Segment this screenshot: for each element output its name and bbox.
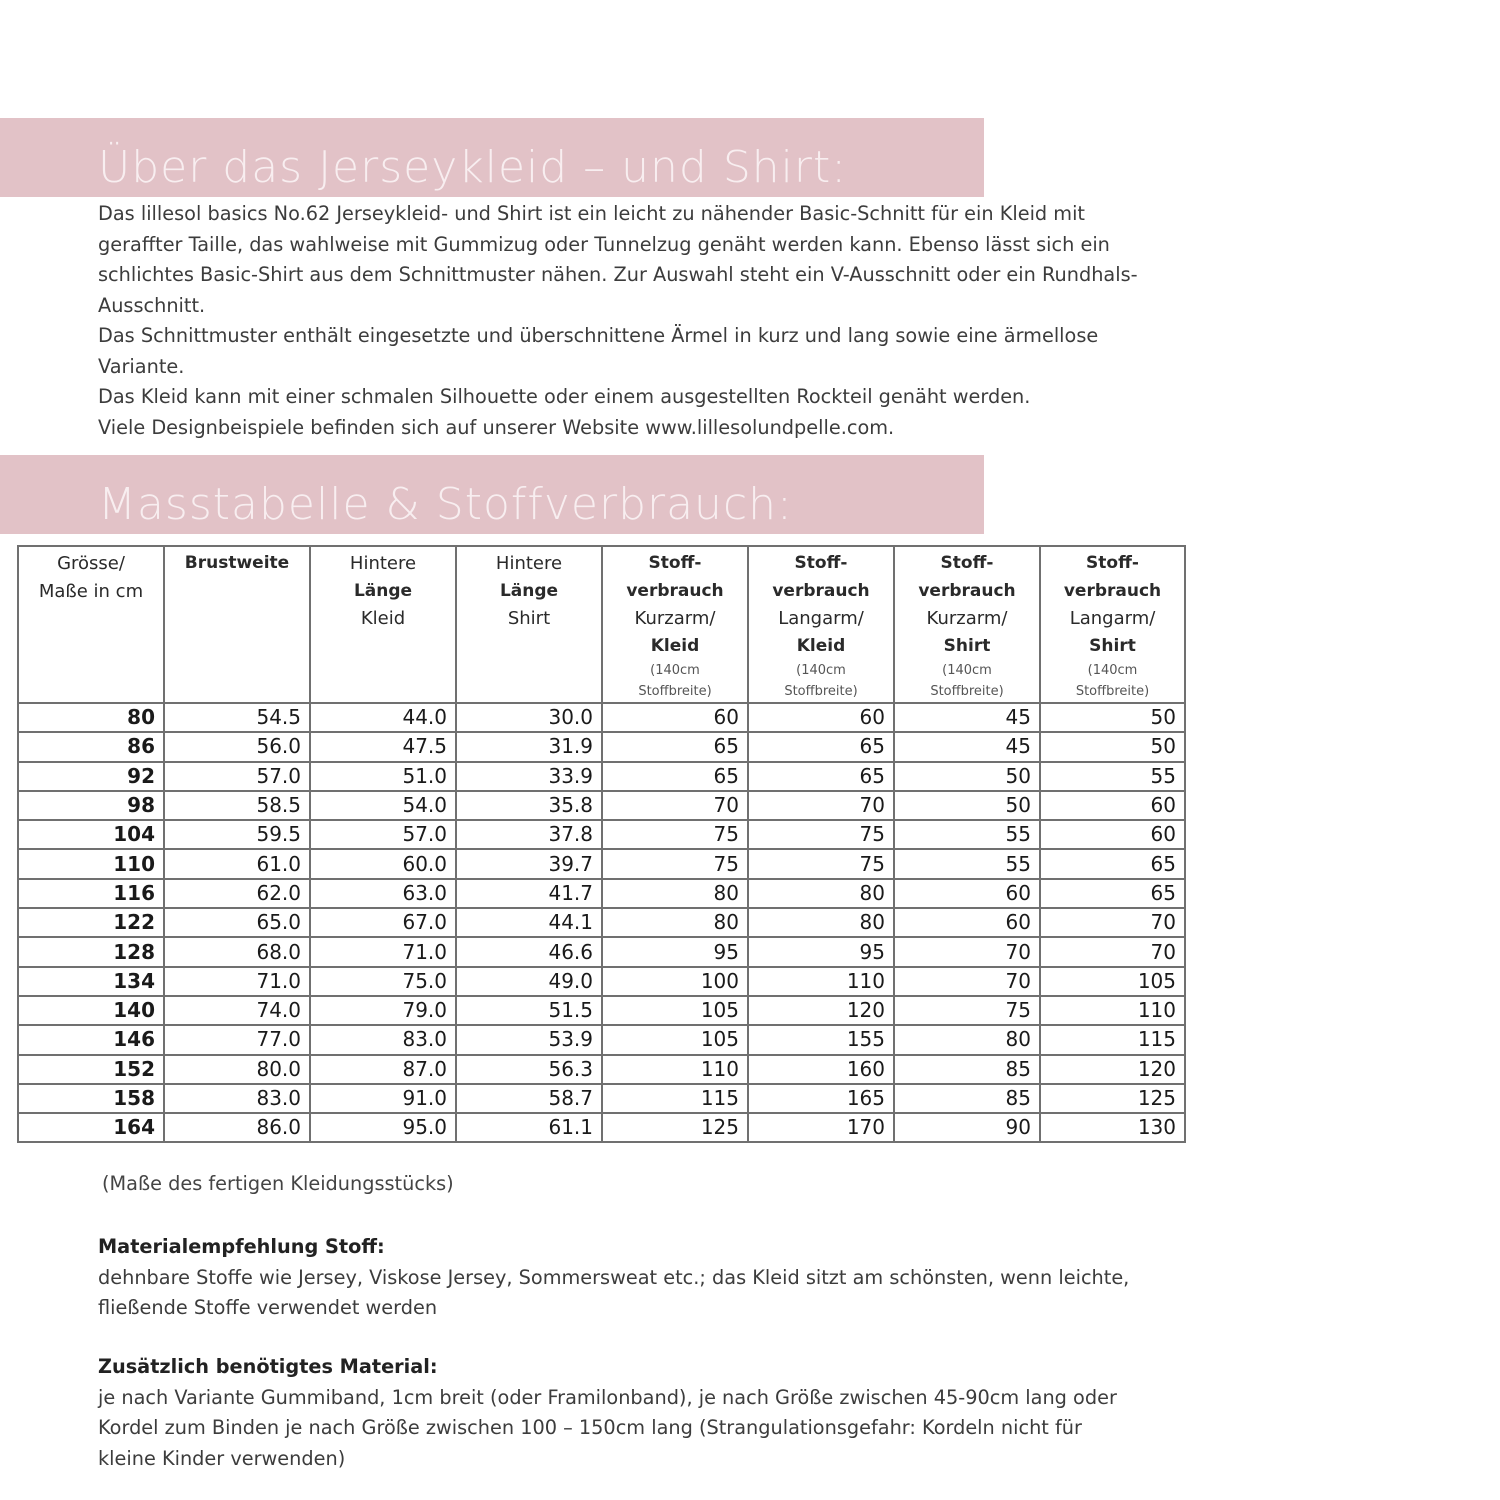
value-cell: 50: [1040, 732, 1185, 761]
value-cell: 50: [1040, 703, 1185, 732]
value-cell: 110: [748, 967, 894, 996]
column-header-line: Stoff-: [940, 553, 994, 573]
column-header-line: Kleid: [360, 608, 406, 629]
value-cell: 120: [748, 996, 894, 1025]
value-cell: 65: [1040, 849, 1185, 878]
value-cell: 155: [748, 1025, 894, 1054]
material-fabric-heading: Materialempfehlung Stoff:: [98, 1235, 385, 1258]
size-cell: 146: [18, 1025, 164, 1054]
value-cell: 60.0: [310, 849, 456, 878]
size-table-body: [18, 703, 1185, 1142]
size-cell: 158: [18, 1084, 164, 1113]
value-cell: 125: [602, 1113, 748, 1142]
column-header-line: Hintere: [349, 553, 417, 574]
value-cell: 65: [602, 762, 748, 791]
material-fabric-text: dehnbare Stoffe wie Jersey, Viskose Jersey, Sommersweat etc.; das Kleid sitzt am schönsten, wenn leichte, fließende Stoffe verwendet werden: [98, 1265, 1130, 1319]
column-header-line: Stoff-: [1086, 553, 1139, 573]
column-header-line: Shirt: [507, 608, 551, 629]
value-cell: 70: [602, 791, 748, 820]
material-extra-text: je nach Variante Gummiband, 1cm breit (oder Framilonband), je nach Größe zwischen 45-90cm lang oder Kordel zum Binden je nach Größe zwischen 100 – 150cm lang (Strangulationsgefahr: Kordeln nicht für kleine Kinder verwenden): [98, 1385, 1117, 1470]
section-title-about: Über das Jerseykleid – und Shirt:: [98, 142, 848, 193]
value-cell: 100: [602, 967, 748, 996]
value-cell: 60: [894, 879, 1040, 908]
value-cell: 50: [894, 762, 1040, 791]
value-cell: 115: [1040, 1025, 1185, 1054]
value-cell: 85: [894, 1055, 1040, 1084]
value-cell: 75: [748, 849, 894, 878]
column-header-line: Kurzarm/: [926, 608, 1008, 629]
value-cell: 86.0: [164, 1113, 310, 1142]
value-cell: 41.7: [456, 879, 602, 908]
value-cell: 110: [602, 1055, 748, 1084]
value-cell: 50: [894, 791, 1040, 820]
value-cell: 80: [748, 879, 894, 908]
value-cell: 51.0: [310, 762, 456, 791]
table-note: (Maße des fertigen Kleidungsstücks): [102, 1172, 454, 1195]
value-cell: 54.0: [310, 791, 456, 820]
column-header-line: verbrauch: [772, 580, 870, 601]
value-cell: 65: [602, 732, 748, 761]
value-cell: 170: [748, 1113, 894, 1142]
value-cell: 75: [748, 820, 894, 849]
value-cell: 33.9: [456, 762, 602, 791]
value-cell: 58.7: [456, 1084, 602, 1113]
column-header-line: verbrauch: [626, 580, 724, 601]
column-header-line: Länge: [353, 580, 413, 601]
table-row: [18, 732, 1185, 761]
value-cell: 37.8: [456, 820, 602, 849]
value-cell: 56.3: [456, 1055, 602, 1084]
column-header-line: Stoffbreite): [638, 684, 712, 699]
size-cell: 86: [18, 732, 164, 761]
column-header: [18, 546, 164, 703]
intro-paragraph: Das lillesol basics No.62 Jerseykleid- und Shirt ist ein leicht zu nähender Basic-Schnitt für ein Kleid mit geraffter Taille, das wahlweise mit Gummizug oder Tunnelzug genäht werden kann. Ebenso lässt sich ein schlichtes Basic-Shirt aus dem Schnittmuster nähen. Zur Auswahl steht ein V-Ausschnitt oder ein Rundhals-Ausschnitt.: [98, 202, 1138, 317]
size-cell: 128: [18, 937, 164, 966]
value-cell: 87.0: [310, 1055, 456, 1084]
column-header-line: Kurzarm/: [634, 608, 716, 629]
size-cell: 98: [18, 791, 164, 820]
value-cell: 65: [748, 762, 894, 791]
value-cell: 105: [602, 996, 748, 1025]
value-cell: 56.0: [164, 732, 310, 761]
value-cell: 80.0: [164, 1055, 310, 1084]
table-row: [18, 820, 1185, 849]
intro-text: [98, 199, 1138, 443]
value-cell: 75: [894, 996, 1040, 1025]
value-cell: 115: [602, 1084, 748, 1113]
intro-paragraph: Viele Designbeispiele befinden sich auf unserer Website www.lillesolundpelle.com.: [98, 415, 895, 439]
value-cell: 83.0: [310, 1025, 456, 1054]
column-header-line: Grösse/: [57, 553, 125, 574]
column-header-line: Stoffbreite): [930, 684, 1004, 699]
column-header-line: Stoffbreite): [1075, 684, 1150, 699]
value-cell: 110: [1040, 996, 1185, 1025]
value-cell: 70: [748, 791, 894, 820]
column-header-line: Kleid: [650, 635, 700, 656]
value-cell: 62.0: [164, 879, 310, 908]
value-cell: 105: [602, 1025, 748, 1054]
value-cell: 60: [602, 703, 748, 732]
size-cell: 140: [18, 996, 164, 1025]
value-cell: 85: [894, 1084, 1040, 1113]
value-cell: 46.6: [456, 937, 602, 966]
value-cell: 65.0: [164, 908, 310, 937]
value-cell: 95: [748, 937, 894, 966]
column-header-line: (140cm: [796, 663, 846, 678]
column-header-line: Shirt: [1089, 635, 1136, 656]
value-cell: 80: [602, 879, 748, 908]
value-cell: 45: [894, 732, 1040, 761]
material-extra-heading: Zusätzlich benötigtes Material:: [98, 1355, 438, 1378]
column-header-line: Stoffbreite): [784, 684, 858, 699]
value-cell: 79.0: [310, 996, 456, 1025]
table-row: [18, 1113, 1185, 1142]
table-row: [18, 1025, 1185, 1054]
value-cell: 60: [748, 703, 894, 732]
value-cell: 77.0: [164, 1025, 310, 1054]
value-cell: 70: [1040, 908, 1185, 937]
intro-paragraph: Das Schnittmuster enthält eingesetzte und überschnittene Ärmel in kurz und lang sowie eine ärmellose Variante.: [98, 324, 1099, 378]
table-row: [18, 908, 1185, 937]
size-cell: 110: [18, 849, 164, 878]
value-cell: 58.5: [164, 791, 310, 820]
size-cell: 152: [18, 1055, 164, 1084]
column-header-line: Langarm/: [778, 608, 864, 629]
value-cell: 80: [602, 908, 748, 937]
material-fabric: [98, 1232, 1138, 1324]
value-cell: 49.0: [456, 967, 602, 996]
column-header: [602, 546, 748, 703]
banner-table: [0, 455, 984, 534]
value-cell: 95: [602, 937, 748, 966]
value-cell: 59.5: [164, 820, 310, 849]
table-row: [18, 703, 1185, 732]
column-header: [456, 546, 602, 703]
value-cell: 51.5: [456, 996, 602, 1025]
column-header-line: (140cm: [942, 663, 992, 678]
value-cell: 54.5: [164, 703, 310, 732]
value-cell: 35.8: [456, 791, 602, 820]
table-row: [18, 937, 1185, 966]
table-row: [18, 879, 1185, 908]
column-header-line: (140cm: [1087, 663, 1138, 678]
column-header: [748, 546, 894, 703]
value-cell: 75: [602, 849, 748, 878]
value-cell: 44.0: [310, 703, 456, 732]
value-cell: 71.0: [310, 937, 456, 966]
value-cell: 44.1: [456, 908, 602, 937]
value-cell: 70: [894, 967, 1040, 996]
value-cell: 60: [894, 908, 1040, 937]
value-cell: 39.7: [456, 849, 602, 878]
size-cell: 134: [18, 967, 164, 996]
size-table-header: [18, 546, 1185, 703]
column-header-line: Länge: [499, 580, 559, 601]
size-cell: 92: [18, 762, 164, 791]
value-cell: 61.0: [164, 849, 310, 878]
section-title-table: Masstabelle & Stoffverbrauch:: [98, 479, 793, 530]
column-header-line: Shirt: [943, 635, 991, 656]
column-header-line: Stoff-: [648, 553, 702, 573]
table-row: [18, 996, 1185, 1025]
value-cell: 80: [748, 908, 894, 937]
column-header-line: Brustweite: [184, 553, 290, 573]
value-cell: 70: [1040, 937, 1185, 966]
value-cell: 165: [748, 1084, 894, 1113]
value-cell: 67.0: [310, 908, 456, 937]
value-cell: 47.5: [310, 732, 456, 761]
value-cell: 75: [602, 820, 748, 849]
value-cell: 160: [748, 1055, 894, 1084]
value-cell: 45: [894, 703, 1040, 732]
column-header-line: (140cm: [650, 663, 700, 678]
value-cell: 80: [894, 1025, 1040, 1054]
value-cell: 55: [894, 849, 1040, 878]
value-cell: 55: [1040, 762, 1185, 791]
column-header-line: Langarm/: [1069, 608, 1156, 629]
value-cell: 57.0: [310, 820, 456, 849]
table-row: [18, 967, 1185, 996]
column-header-line: verbrauch: [918, 580, 1016, 601]
column-header-line: Kleid: [796, 635, 846, 656]
value-cell: 60: [1040, 820, 1185, 849]
value-cell: 90: [894, 1113, 1040, 1142]
size-cell: 164: [18, 1113, 164, 1142]
size-cell: 122: [18, 908, 164, 937]
size-cell: 80: [18, 703, 164, 732]
column-header-line: Maße in cm: [38, 580, 144, 602]
size-table: [17, 545, 1186, 1143]
value-cell: 75.0: [310, 967, 456, 996]
value-cell: 120: [1040, 1055, 1185, 1084]
value-cell: 95.0: [310, 1113, 456, 1142]
value-cell: 30.0: [456, 703, 602, 732]
table-row: [18, 1084, 1185, 1113]
value-cell: 70: [894, 937, 1040, 966]
value-cell: 105: [1040, 967, 1185, 996]
value-cell: 55: [894, 820, 1040, 849]
value-cell: 83.0: [164, 1084, 310, 1113]
value-cell: 71.0: [164, 967, 310, 996]
value-cell: 31.9: [456, 732, 602, 761]
size-cell: 116: [18, 879, 164, 908]
banner-about: [0, 118, 984, 197]
column-header: [164, 546, 310, 703]
material-extra: [98, 1352, 1138, 1474]
value-cell: 65: [1040, 879, 1185, 908]
size-cell: 104: [18, 820, 164, 849]
table-row: [18, 849, 1185, 878]
table-row: [18, 1055, 1185, 1084]
column-header-line: Stoff-: [794, 553, 848, 573]
value-cell: 60: [1040, 791, 1185, 820]
column-header: [1040, 546, 1185, 703]
column-header: [310, 546, 456, 703]
value-cell: 63.0: [310, 879, 456, 908]
column-header-line: verbrauch: [1063, 580, 1162, 601]
table-row: [18, 791, 1185, 820]
value-cell: 130: [1040, 1113, 1185, 1142]
column-header-line: Hintere: [495, 553, 563, 574]
value-cell: 125: [1040, 1084, 1185, 1113]
value-cell: 91.0: [310, 1084, 456, 1113]
value-cell: 65: [748, 732, 894, 761]
value-cell: 68.0: [164, 937, 310, 966]
value-cell: 53.9: [456, 1025, 602, 1054]
value-cell: 61.1: [456, 1113, 602, 1142]
value-cell: 74.0: [164, 996, 310, 1025]
column-header: [894, 546, 1040, 703]
table-row: [18, 762, 1185, 791]
intro-paragraph: Das Kleid kann mit einer schmalen Silhouette oder einem ausgestellten Rockteil genäht werden.: [98, 385, 1031, 408]
value-cell: 57.0: [164, 762, 310, 791]
